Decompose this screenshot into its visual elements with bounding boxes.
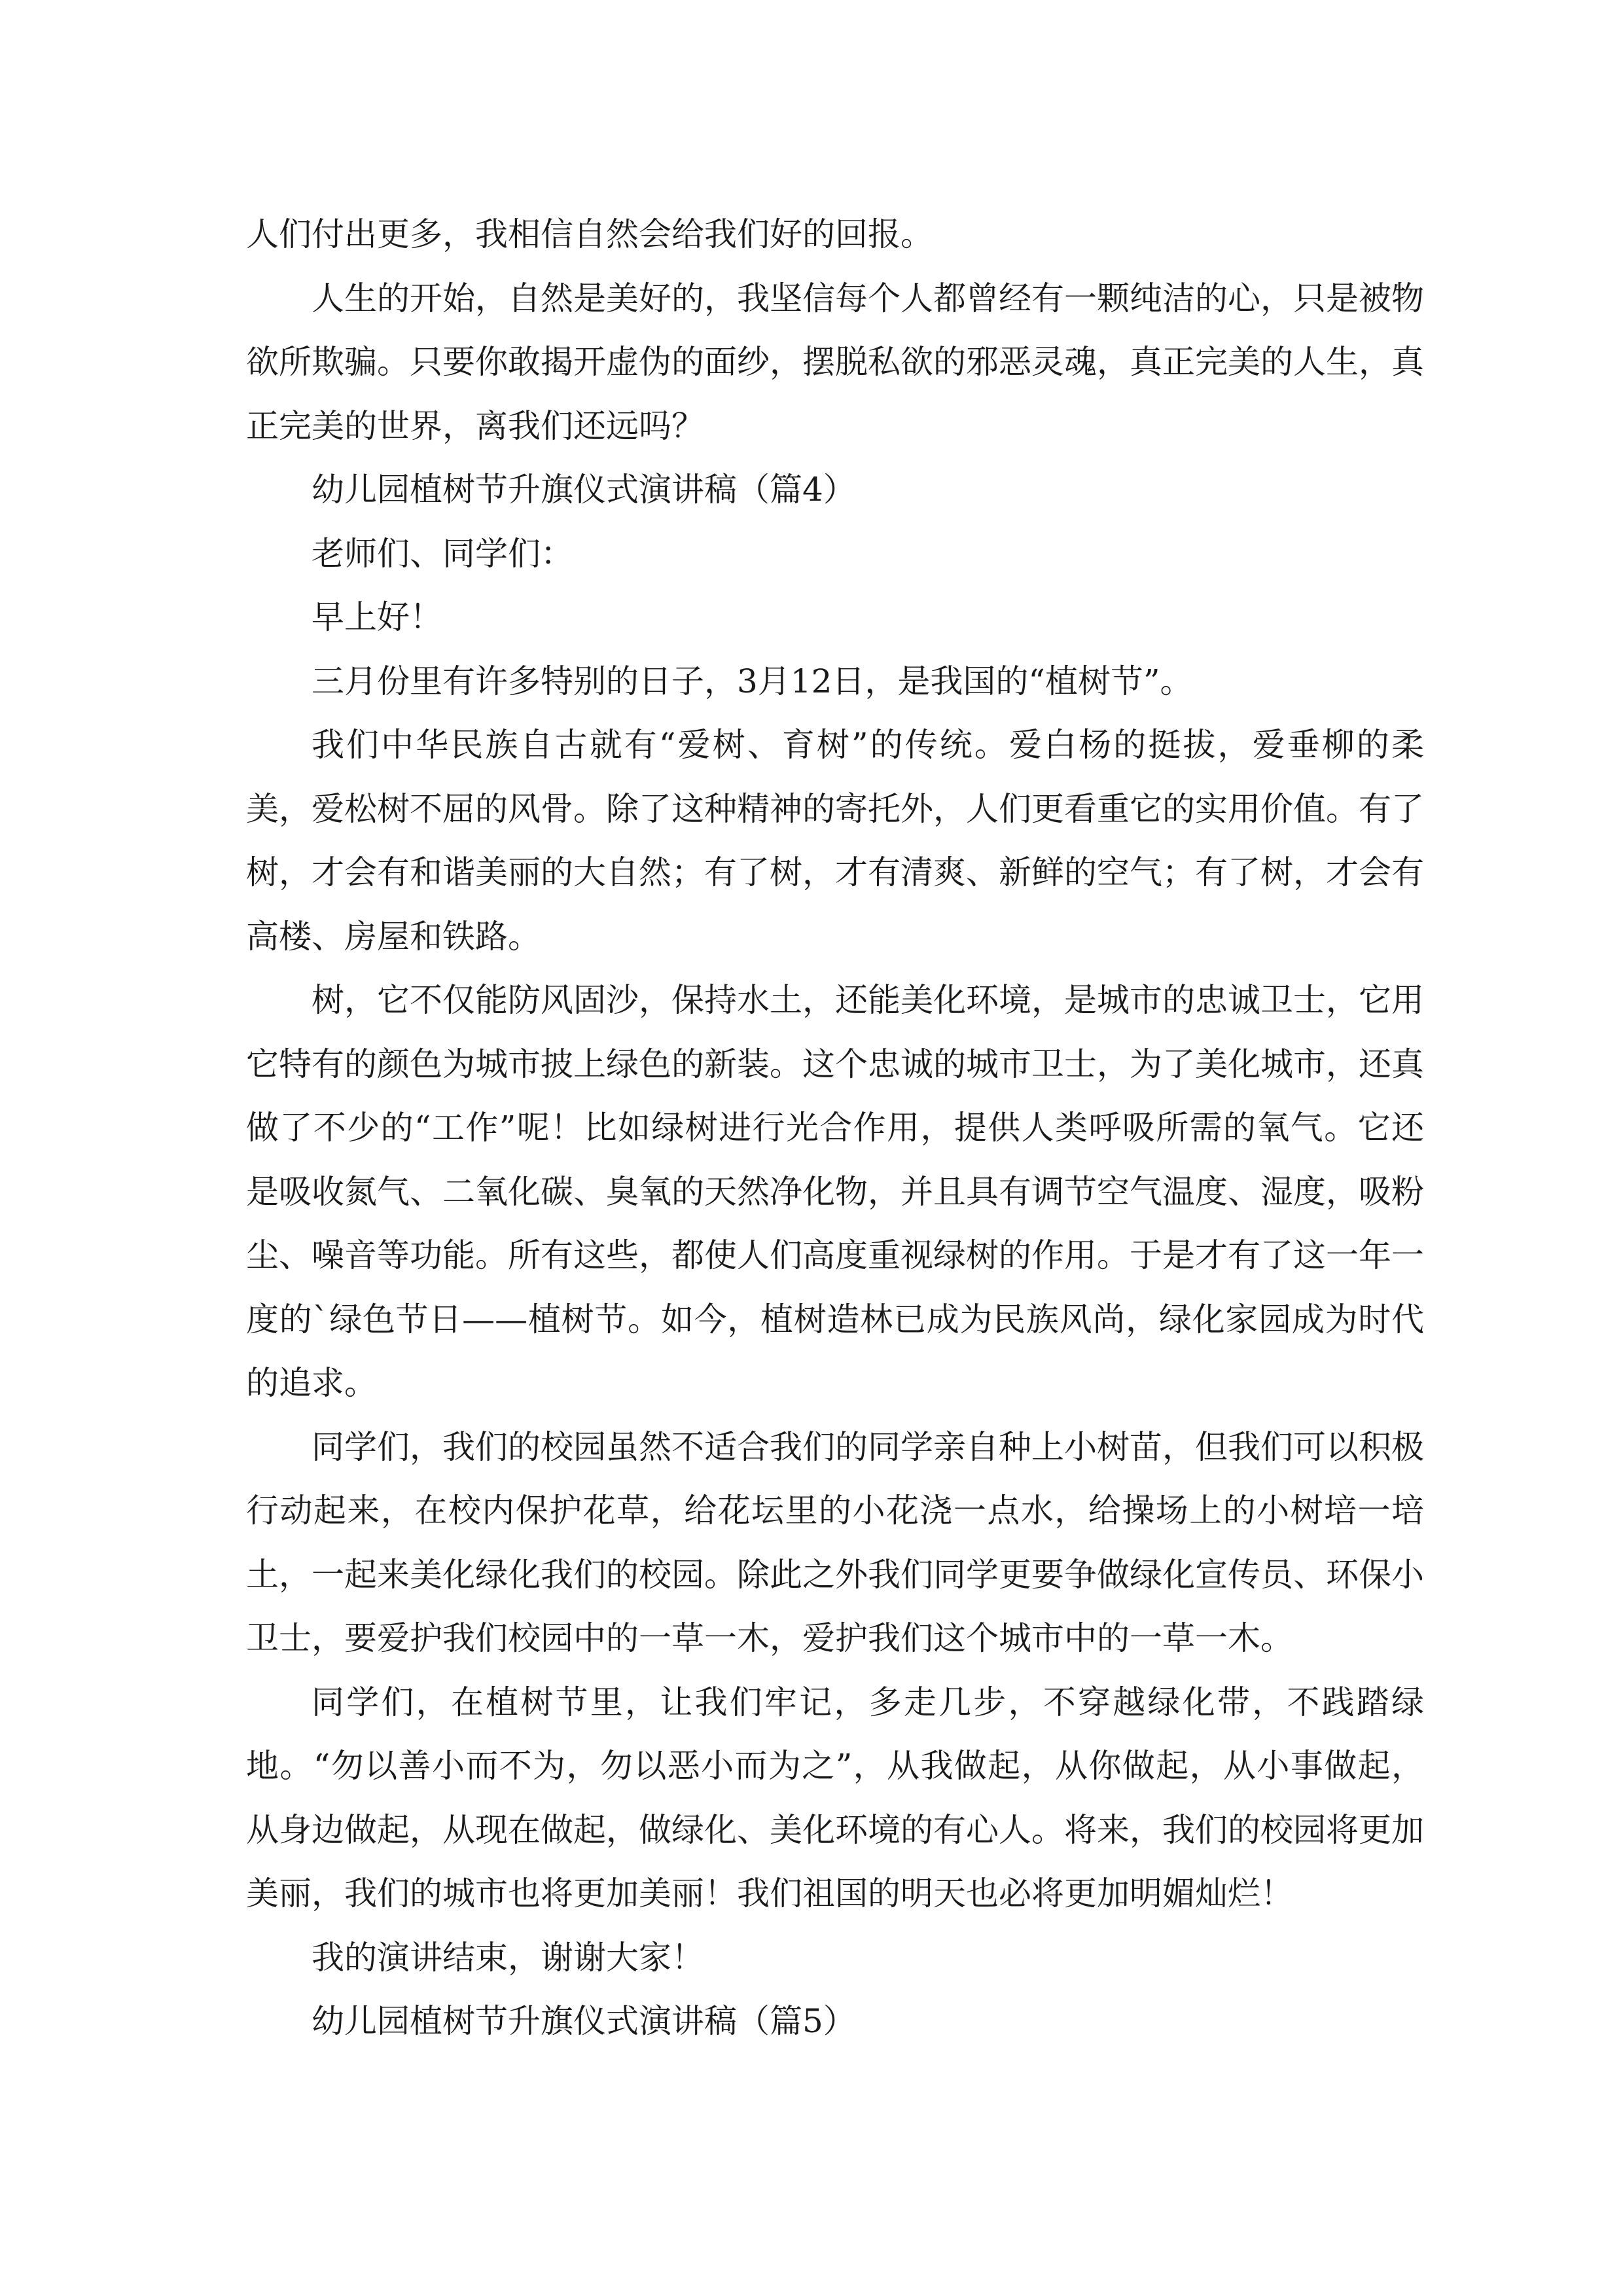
document-body [246,203,1424,2054]
section-heading: 幼儿园植树节升旗仪式演讲稿（篇4） [312,471,856,509]
paragraph-continuation: 人们付出更多，我相信自然会给我们好的回报。 [246,215,933,253]
section-heading: 幼儿园植树节升旗仪式演讲稿（篇5） [312,2002,856,2040]
paragraph: 我们中华民族自古就有“爱树、育树”的传统。爱白杨的挺拔，爱垂柳的柔美，爱松树不屈的风骨。除了这种精神的寄托外，人们更看重它的实用价值。有了树，才会有和谐美丽的大自然；有了树，才有清爽、新鲜的空气；有了树，才会有高楼、房屋和铁路。 [246,726,1424,956]
paragraph: 同学们，在植树节里，让我们牢记，多走几步，不穿越绿化带，不践踏绿地。“勿以善小而不为，勿以恶小而为之”，从我做起，从你做起，从小事做起，从身边做起，从现在做起，做绿化、美化环境的有心人。将来，我们的校园将更加美丽，我们的城市也将更加美丽！我们祖国的明天也必将更加明媚灿烂！ [246,1683,1424,1912]
paragraph: 树，它不仅能防风固沙，保持水土，还能美化环境，是城市的忠诚卫士，它用它特有的颜色为城市披上绿色的新装。这个忠诚的城市卫士，为了美化城市，还真做了不少的“工作”呢！比如绿树进行光合作用，提供人类呼吸所需的氧气。它还是吸收氮气、二氧化碳、臭氧的天然净化物，并且具有调节空气温度、湿度，吸粉尘、噪音等功能。所有这些，都使人们高度重视绿树的作用。于是才有了这一年一度的`绿色节日——植树节。如今，植树造林已成为民族风尚，绿化家园成为时代的追求。 [246,981,1424,1402]
paragraph: 人生的开始，自然是美好的，我坚信每个人都曾经有一颗纯洁的心，只是被物欲所欺骗。只要你敢揭开虚伪的面纱，摆脱私欲的邪恶灵魂，真正完美的人生，真正完美的世界，离我们还远吗？ [246,279,1424,445]
paragraph: 三月份里有许多特别的日子，3月12日，是我国的“植树节”。 [312,662,1193,700]
paragraph: 同学们，我们的校园虽然不适合我们的同学亲自种上小树苗，但我们可以积极行动起来，在校内保护花草，给花坛里的小花浇一点水，给操场上的小树培一培土，一起来美化绿化我们的校园。除此之外我们同学更要争做绿化宣传员、环保小卫士，要爱护我们校园中的一草一木，爱护我们这个城市中的一草一木。 [246,1427,1424,1657]
closing-line: 我的演讲结束，谢谢大家！ [312,1938,704,1977]
salutation: 老师们、同学们： [312,534,573,573]
greeting: 早上好！ [312,598,442,636]
